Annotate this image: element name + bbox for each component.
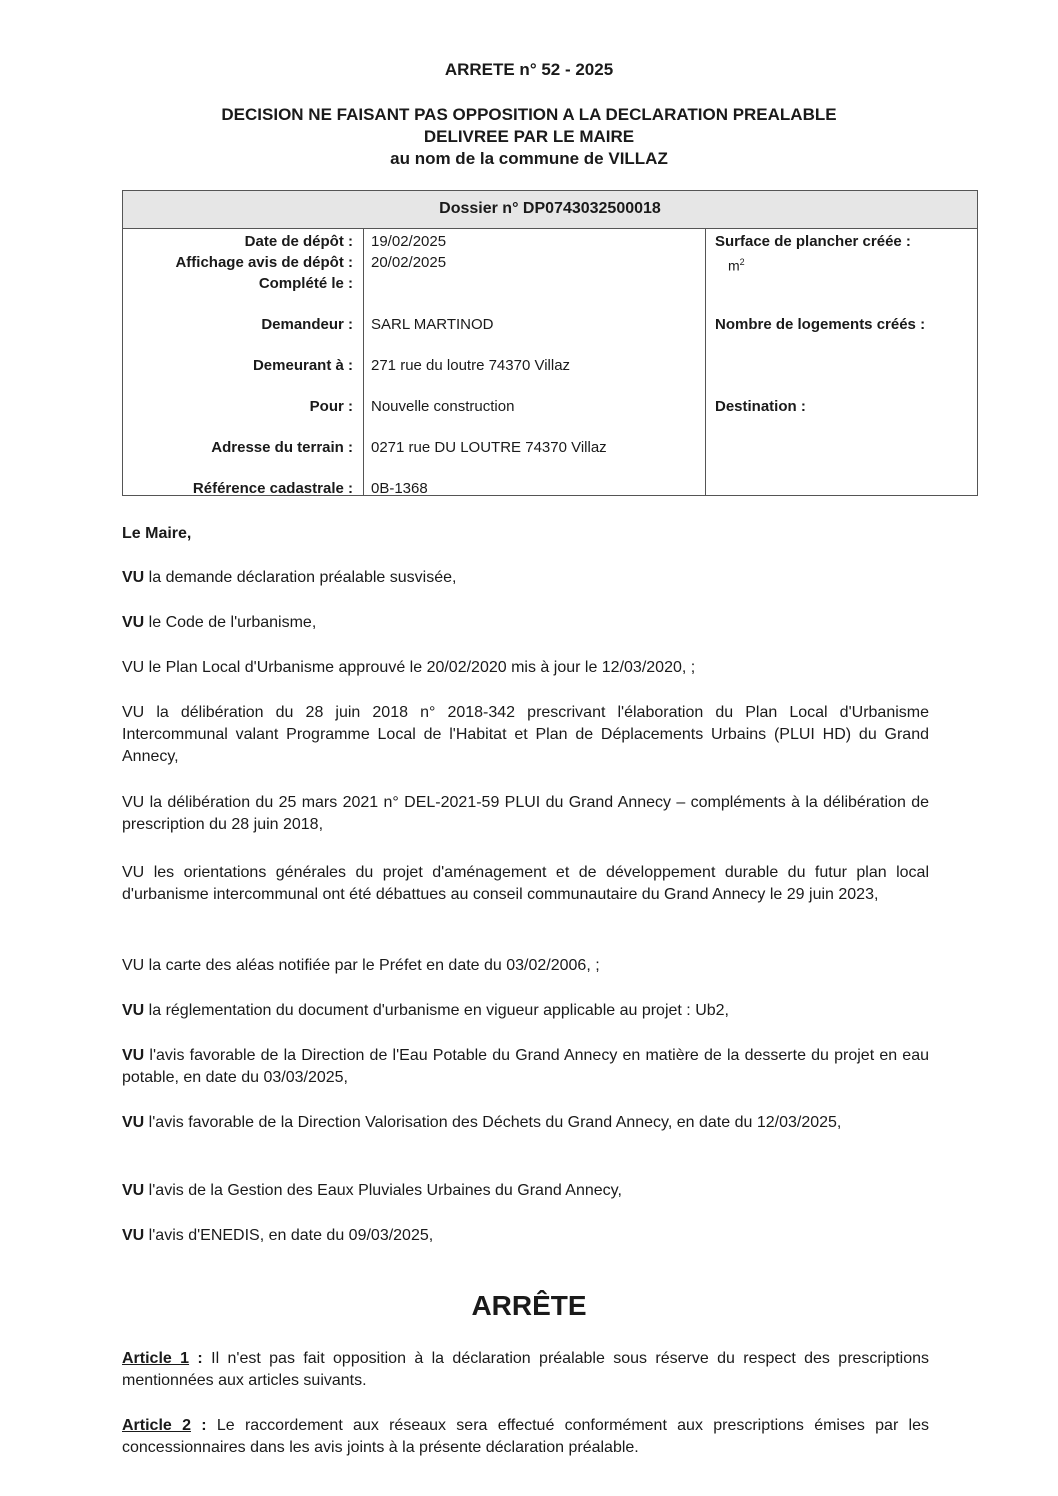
article-1: [122, 1348, 929, 1392]
vu-paragraph: [122, 657, 929, 679]
demeurant-label: Demeurant à :: [252, 357, 353, 374]
vu-text: les orientations générales du projet d'aménagement et de développement durable du futur plan local d'urbanisme intercommunal ont été débattues au conseil communautaire du Grand Annecy le 29 juin 2023,: [122, 864, 929, 903]
vu-keyword: VU: [122, 1114, 145, 1131]
article-1-label: Article 1: [122, 1350, 190, 1367]
surface-label: Surface de plancher créée :: [715, 233, 911, 250]
vu-text: l'avis favorable de la Direction de l'Eau Potable du Grand Annecy en matière de la desserte du projet en eau potable, en date du 03/03/2025,: [122, 1047, 929, 1086]
vu-paragraph: [122, 1000, 929, 1022]
vu-keyword: VU: [122, 659, 145, 676]
article-2-separator: :: [190, 1417, 207, 1434]
vu-paragraph: [122, 862, 929, 906]
pour-value: Nouvelle construction: [371, 398, 515, 415]
vu-text: le Plan Local d'Urbanisme approuvé le 20/02/2020 mis à jour le 12/03/2020, ;: [144, 659, 696, 676]
vu-text: l'avis d'ENEDIS, en date du 09/03/2025,: [144, 1227, 434, 1244]
article-2: [122, 1415, 929, 1459]
date-depot-value: 19/02/2025: [371, 233, 447, 250]
vu-paragraph: [122, 567, 929, 589]
vu-text: la délibération du 25 mars 2021 n° DEL-2021-59 PLUI du Grand Annecy – compléments à la délibération de prescription du 28 juin 2018,: [122, 794, 929, 833]
decision-title-line-1: DECISION NE FAISANT PAS OPPOSITION A LA DECLARATION PREALABLE: [221, 105, 837, 124]
vu-keyword: VU: [122, 1227, 145, 1244]
vu-paragraph: [122, 1225, 929, 1247]
adresse-label: Adresse du terrain :: [211, 439, 353, 456]
article-1-text: Il n'est pas fait opposition à la déclaration préalable sous réserve du respect des prescriptions mentionnées aux articles suivants.: [122, 1350, 929, 1389]
vu-keyword: VU: [122, 1002, 145, 1019]
le-maire-text: Le Maire,: [122, 525, 192, 542]
demeurant-value: 271 rue du loutre 74370 Villaz: [371, 357, 571, 374]
decision-title-line-3: au nom de la commune de VILLAZ: [390, 149, 668, 168]
destination-label: Destination :: [715, 398, 806, 415]
surface-unit: [728, 257, 745, 274]
article-2-label: Article 2: [122, 1417, 191, 1434]
vu-text: la réglementation du document d'urbanisme en vigueur applicable au projet : Ub2,: [144, 1002, 729, 1019]
vu-keyword: VU: [122, 1047, 145, 1064]
column-divider: [705, 229, 706, 495]
demandeur-label: Demandeur :: [261, 316, 353, 333]
dossier-table: [122, 190, 978, 496]
vu-keyword: VU: [122, 957, 145, 974]
vu-paragraph: [122, 1180, 929, 1202]
date-depot-label: Date de dépôt :: [244, 233, 353, 250]
pour-label: Pour :: [309, 398, 353, 415]
vu-paragraph: [122, 612, 929, 634]
le-maire-heading: [122, 523, 929, 545]
vu-keyword: VU: [122, 704, 145, 721]
vu-paragraph: [122, 702, 929, 768]
surface-unit-exponent: 2: [739, 257, 745, 267]
vu-paragraph: [122, 955, 929, 977]
vu-keyword: VU: [122, 1182, 145, 1199]
vu-keyword: VU: [122, 794, 145, 811]
complete-label: Complété le :: [258, 275, 353, 292]
affichage-value: 20/02/2025: [371, 254, 447, 271]
vu-text: le Code de l'urbanisme,: [144, 614, 317, 631]
vu-text: la délibération du 28 juin 2018 n° 2018-342 prescrivant l'élaboration du Plan Local d'Urbanisme Intercommunal valant Programme Local de l'Habitat et Plan de Déplacements Urbains (PLUI HD) du Grand Annecy,: [122, 704, 929, 765]
surface-unit-text: m: [728, 257, 740, 274]
affichage-label: Affichage avis de dépôt :: [175, 254, 353, 271]
arrete-heading: ARRÊTE: [471, 1290, 587, 1321]
reference-label: Référence cadastrale :: [192, 480, 353, 497]
vu-keyword: VU: [122, 614, 145, 631]
vu-paragraph: [122, 1045, 929, 1089]
vu-text: la carte des aléas notifiée par le Préfet en date du 03/02/2006, ;: [144, 957, 600, 974]
logements-label: Nombre de logements créés :: [715, 316, 926, 333]
vu-keyword: VU: [122, 569, 145, 586]
vu-text: l'avis de la Gestion des Eaux Pluviales Urbaines du Grand Annecy,: [144, 1182, 622, 1199]
article-1-separator: :: [189, 1350, 203, 1367]
column-divider: [363, 229, 364, 495]
article-2-text: Le raccordement aux réseaux sera effectué conformément aux prescriptions émises par les concessionnaires dans les avis joints à la présente déclaration préalable.: [122, 1417, 930, 1456]
vu-paragraph: [122, 1112, 929, 1134]
vu-text: la demande déclaration préalable susvisée,: [144, 569, 457, 586]
dossier-number: Dossier n° DP0743032500018: [123, 191, 977, 229]
vu-keyword: VU: [122, 864, 145, 881]
vu-paragraph: [122, 792, 929, 836]
decision-title-line-2: DELIVREE PAR LE MAIRE: [423, 127, 635, 146]
demandeur-value: SARL MARTINOD: [371, 316, 494, 333]
arrete-number: ARRETE n° 52 - 2025: [444, 60, 614, 79]
vu-text: l'avis favorable de la Direction Valorisation des Déchets du Grand Annecy, en date du 12/03/2025,: [144, 1114, 842, 1131]
reference-value: 0B-1368: [371, 480, 428, 497]
adresse-value: 0271 rue DU LOUTRE 74370 Villaz: [371, 439, 607, 456]
